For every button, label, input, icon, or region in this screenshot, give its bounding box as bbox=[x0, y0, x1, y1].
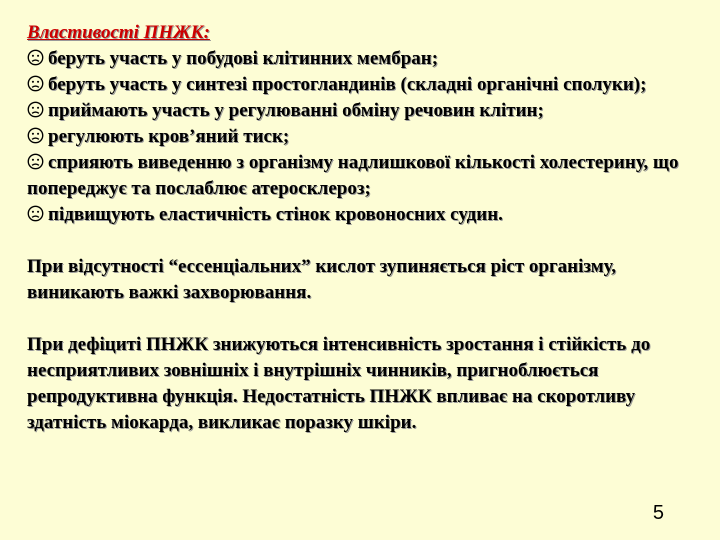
frown-face-icon bbox=[27, 101, 44, 118]
bullet-item bbox=[27, 202, 687, 228]
bullet-text: беруть участь у синтезі простогландинів (складні органічні сполуки); bbox=[48, 74, 647, 95]
bullet-item bbox=[27, 98, 687, 124]
bullet-item bbox=[27, 124, 687, 150]
bullet-text: приймають участь у регулюванні обміну речовин клітин; bbox=[48, 100, 544, 121]
bullet-text: сприяють виведенню з організму надлишкової кількості холестерину, що попереджує та послаблює атеросклероз; bbox=[27, 152, 679, 199]
frown-face-icon bbox=[27, 127, 44, 144]
bullet-text: підвищують еластичність стінок кровоносних судин. bbox=[48, 204, 503, 225]
paragraph-absence: При відсутності “ессенціальних” кислот зупиняється ріст організму, виникають важкі захворювання. bbox=[27, 256, 617, 303]
bullet-item bbox=[27, 72, 687, 98]
spacer bbox=[27, 306, 687, 332]
frown-face-icon bbox=[27, 205, 44, 222]
paragraph-deficiency: При дефіциті ПНЖК знижуються інтенсивність зростання і стійкість до несприятливих зовнішніх і внутрішніх чинників, пригноблюється репродуктивна функція. Недостатність ПНЖК впливає на скоротливу здатність міокарда, викликає поразку шкіри. bbox=[27, 334, 651, 433]
page-number: 5 bbox=[652, 502, 664, 524]
frown-face-icon bbox=[27, 49, 44, 66]
slide-title: Властивості ПНЖК: bbox=[27, 22, 210, 43]
slide-content bbox=[27, 20, 687, 436]
spacer bbox=[27, 228, 687, 254]
bullet-text: регулюють кров’яний тиск; bbox=[48, 126, 290, 147]
bullet-item bbox=[27, 46, 687, 72]
frown-face-icon bbox=[27, 75, 44, 92]
bullet-text: беруть участь у побудові клітинних мембран; bbox=[48, 48, 439, 69]
bullet-item bbox=[27, 150, 687, 202]
frown-face-icon bbox=[27, 153, 44, 170]
